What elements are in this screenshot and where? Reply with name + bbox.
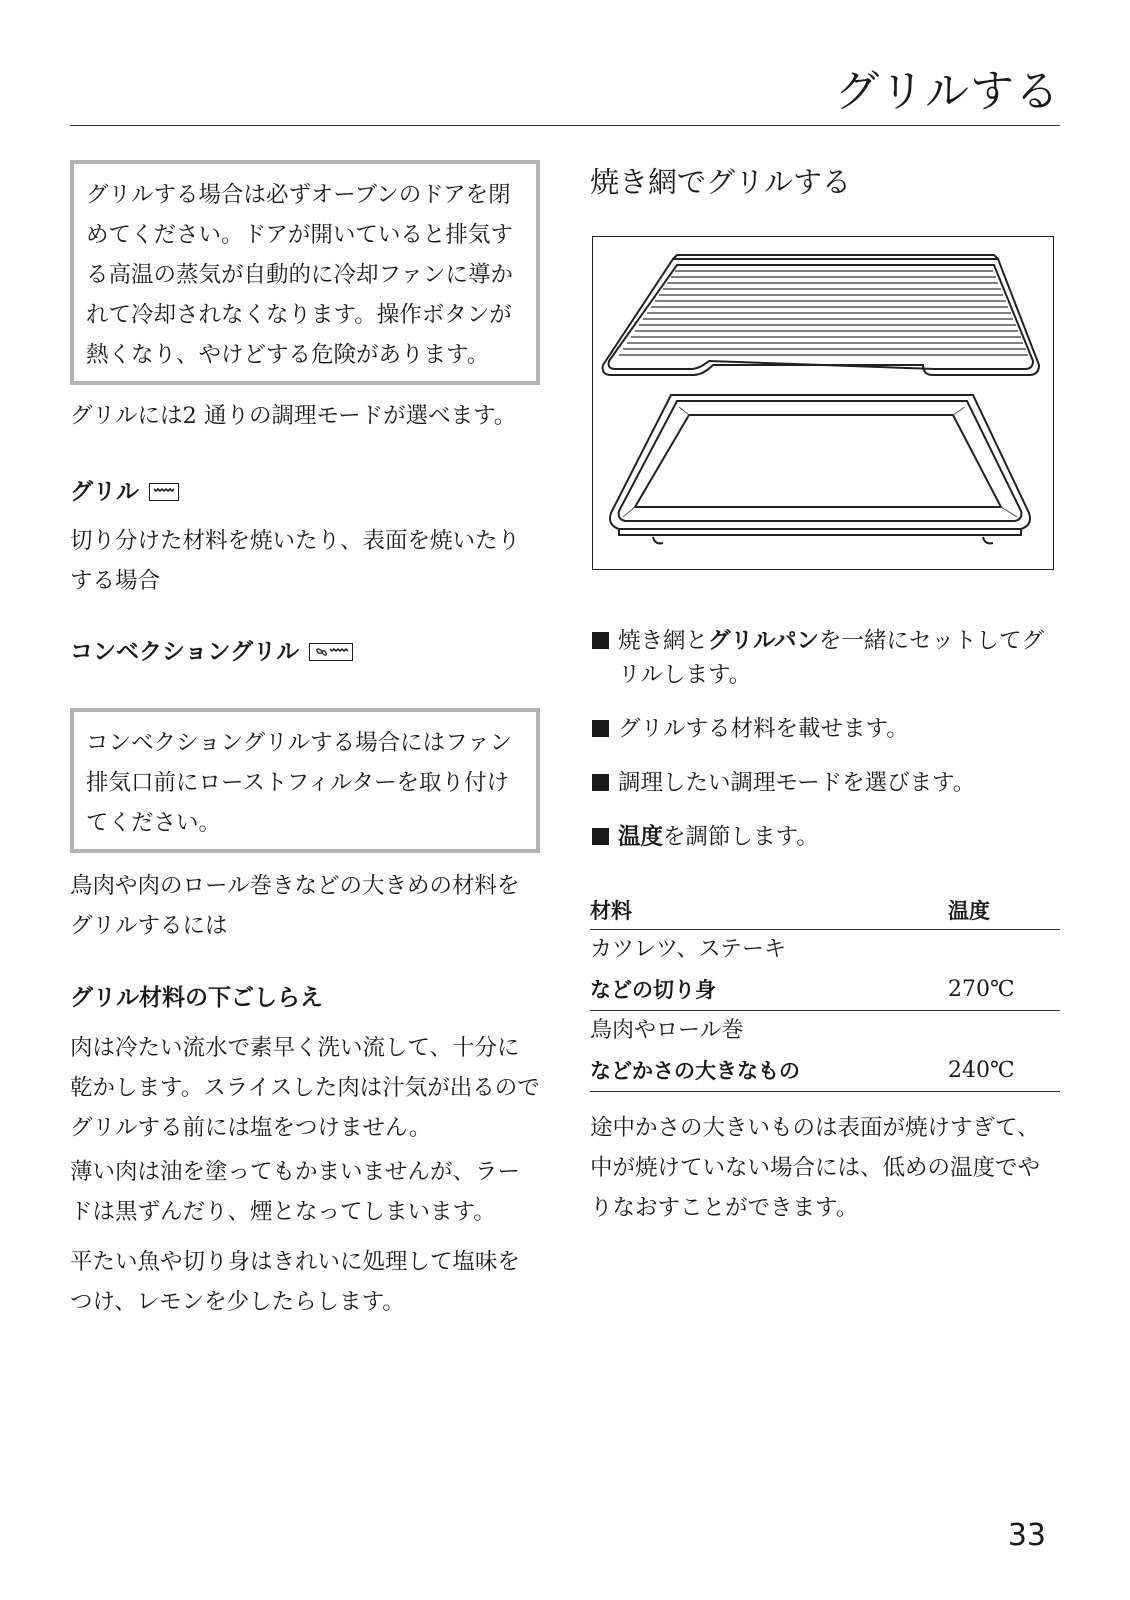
page-number: 33 <box>1007 1518 1046 1553</box>
list-item: 調理したい調理モードを選びます。 <box>590 766 1060 800</box>
warning-box-door <box>70 160 540 385</box>
steps-list <box>590 624 1060 874</box>
table-row <box>590 930 1060 971</box>
warning-text-door: グリルする場合は必ずオーブンのドアを閉めてください。ドアが開いていると排気する高温の蒸気が自動的に冷却ファンに導かれて冷却されなくなります。操作ボタンが熱くなり、やけどする危険があります。 <box>86 182 514 368</box>
large-items-text: 鳥肉や肉のロール巻きなどの大きめの材料をグリルするには <box>70 873 520 939</box>
prep-heading <box>70 982 540 1014</box>
table-cell-material-line2: などかさの大きなもの <box>590 1051 948 1092</box>
mode-description-grill: 切り分けた材料を焼いたり、表面を焼いたりする場合 <box>70 528 521 594</box>
temperature-table <box>590 893 1060 1092</box>
convection-grill-icon <box>309 643 353 661</box>
prep-paragraph-2: 薄い肉は油を塗ってもかまいませんが、ラードは黒ずんだり、煙となってしまいます。 <box>70 1159 521 1225</box>
table-cell-temperature: 270℃ <box>948 970 1060 1011</box>
table-cell-material-line2: などの切り身 <box>590 970 948 1011</box>
mode-heading-grill <box>70 476 540 508</box>
table-row <box>590 970 1060 1011</box>
table-header-material: 材料 <box>590 893 948 930</box>
prep-paragraph-3: 平たい魚や切り身はきれいに処理して塩味をつけ、レモンを少したらします。 <box>70 1249 521 1315</box>
mode-heading-convection-grill <box>70 636 540 668</box>
grill-rack-and-pan-illustration <box>592 236 1054 570</box>
square-bullet-icon <box>592 774 609 791</box>
table-cell-material-line1: カツレツ、ステーキ <box>590 937 787 962</box>
square-bullet-icon <box>592 720 609 737</box>
square-bullet-icon <box>592 632 609 649</box>
table-row <box>590 1051 1060 1092</box>
warning-text-filter: コンベクショングリルする場合にはファン排気口前にローストフィルターを取り付けてください。 <box>86 730 513 836</box>
warning-box-filter <box>70 708 540 853</box>
square-bullet-icon <box>592 828 609 845</box>
title-divider <box>70 125 1060 126</box>
table-header-temperature: 温度 <box>948 893 1060 930</box>
prep-paragraph-1: 肉は冷たい流水で素早く洗い流して、十分に乾かします。スライスした肉は汁気が出るのでグリルする前には塩をつけません。 <box>70 1035 540 1141</box>
grill-icon <box>149 483 179 501</box>
note-text: 途中かさの大きいものは表面が焼けすぎて、中が焼けていない場合には、低めの温度でやりなおすことができます。 <box>590 1115 1041 1221</box>
list-item: 温度を調節します。 <box>590 820 1060 854</box>
table-cell-material-line1: 鳥肉やロール巻 <box>590 1018 744 1043</box>
list-item: グリルする材料を載せます。 <box>590 712 1060 746</box>
mode-heading-convection-label: コンベクショングリル <box>70 639 300 665</box>
list-item: 焼き網とグリルパンを一緒にセットしてグリルします。 <box>590 624 1060 692</box>
table-row <box>590 1011 1060 1052</box>
prep-heading-label: グリル材料の下ごしらえ <box>70 985 323 1011</box>
intro-text: グリルには2 通りの調理モードが選べます。 <box>70 403 517 429</box>
table-cell-temperature: 240℃ <box>948 1051 1060 1092</box>
section-heading-rack: 焼き網でグリルする <box>590 165 852 199</box>
page-title: グリルする <box>835 66 1060 117</box>
mode-heading-grill-label: グリル <box>70 479 139 505</box>
